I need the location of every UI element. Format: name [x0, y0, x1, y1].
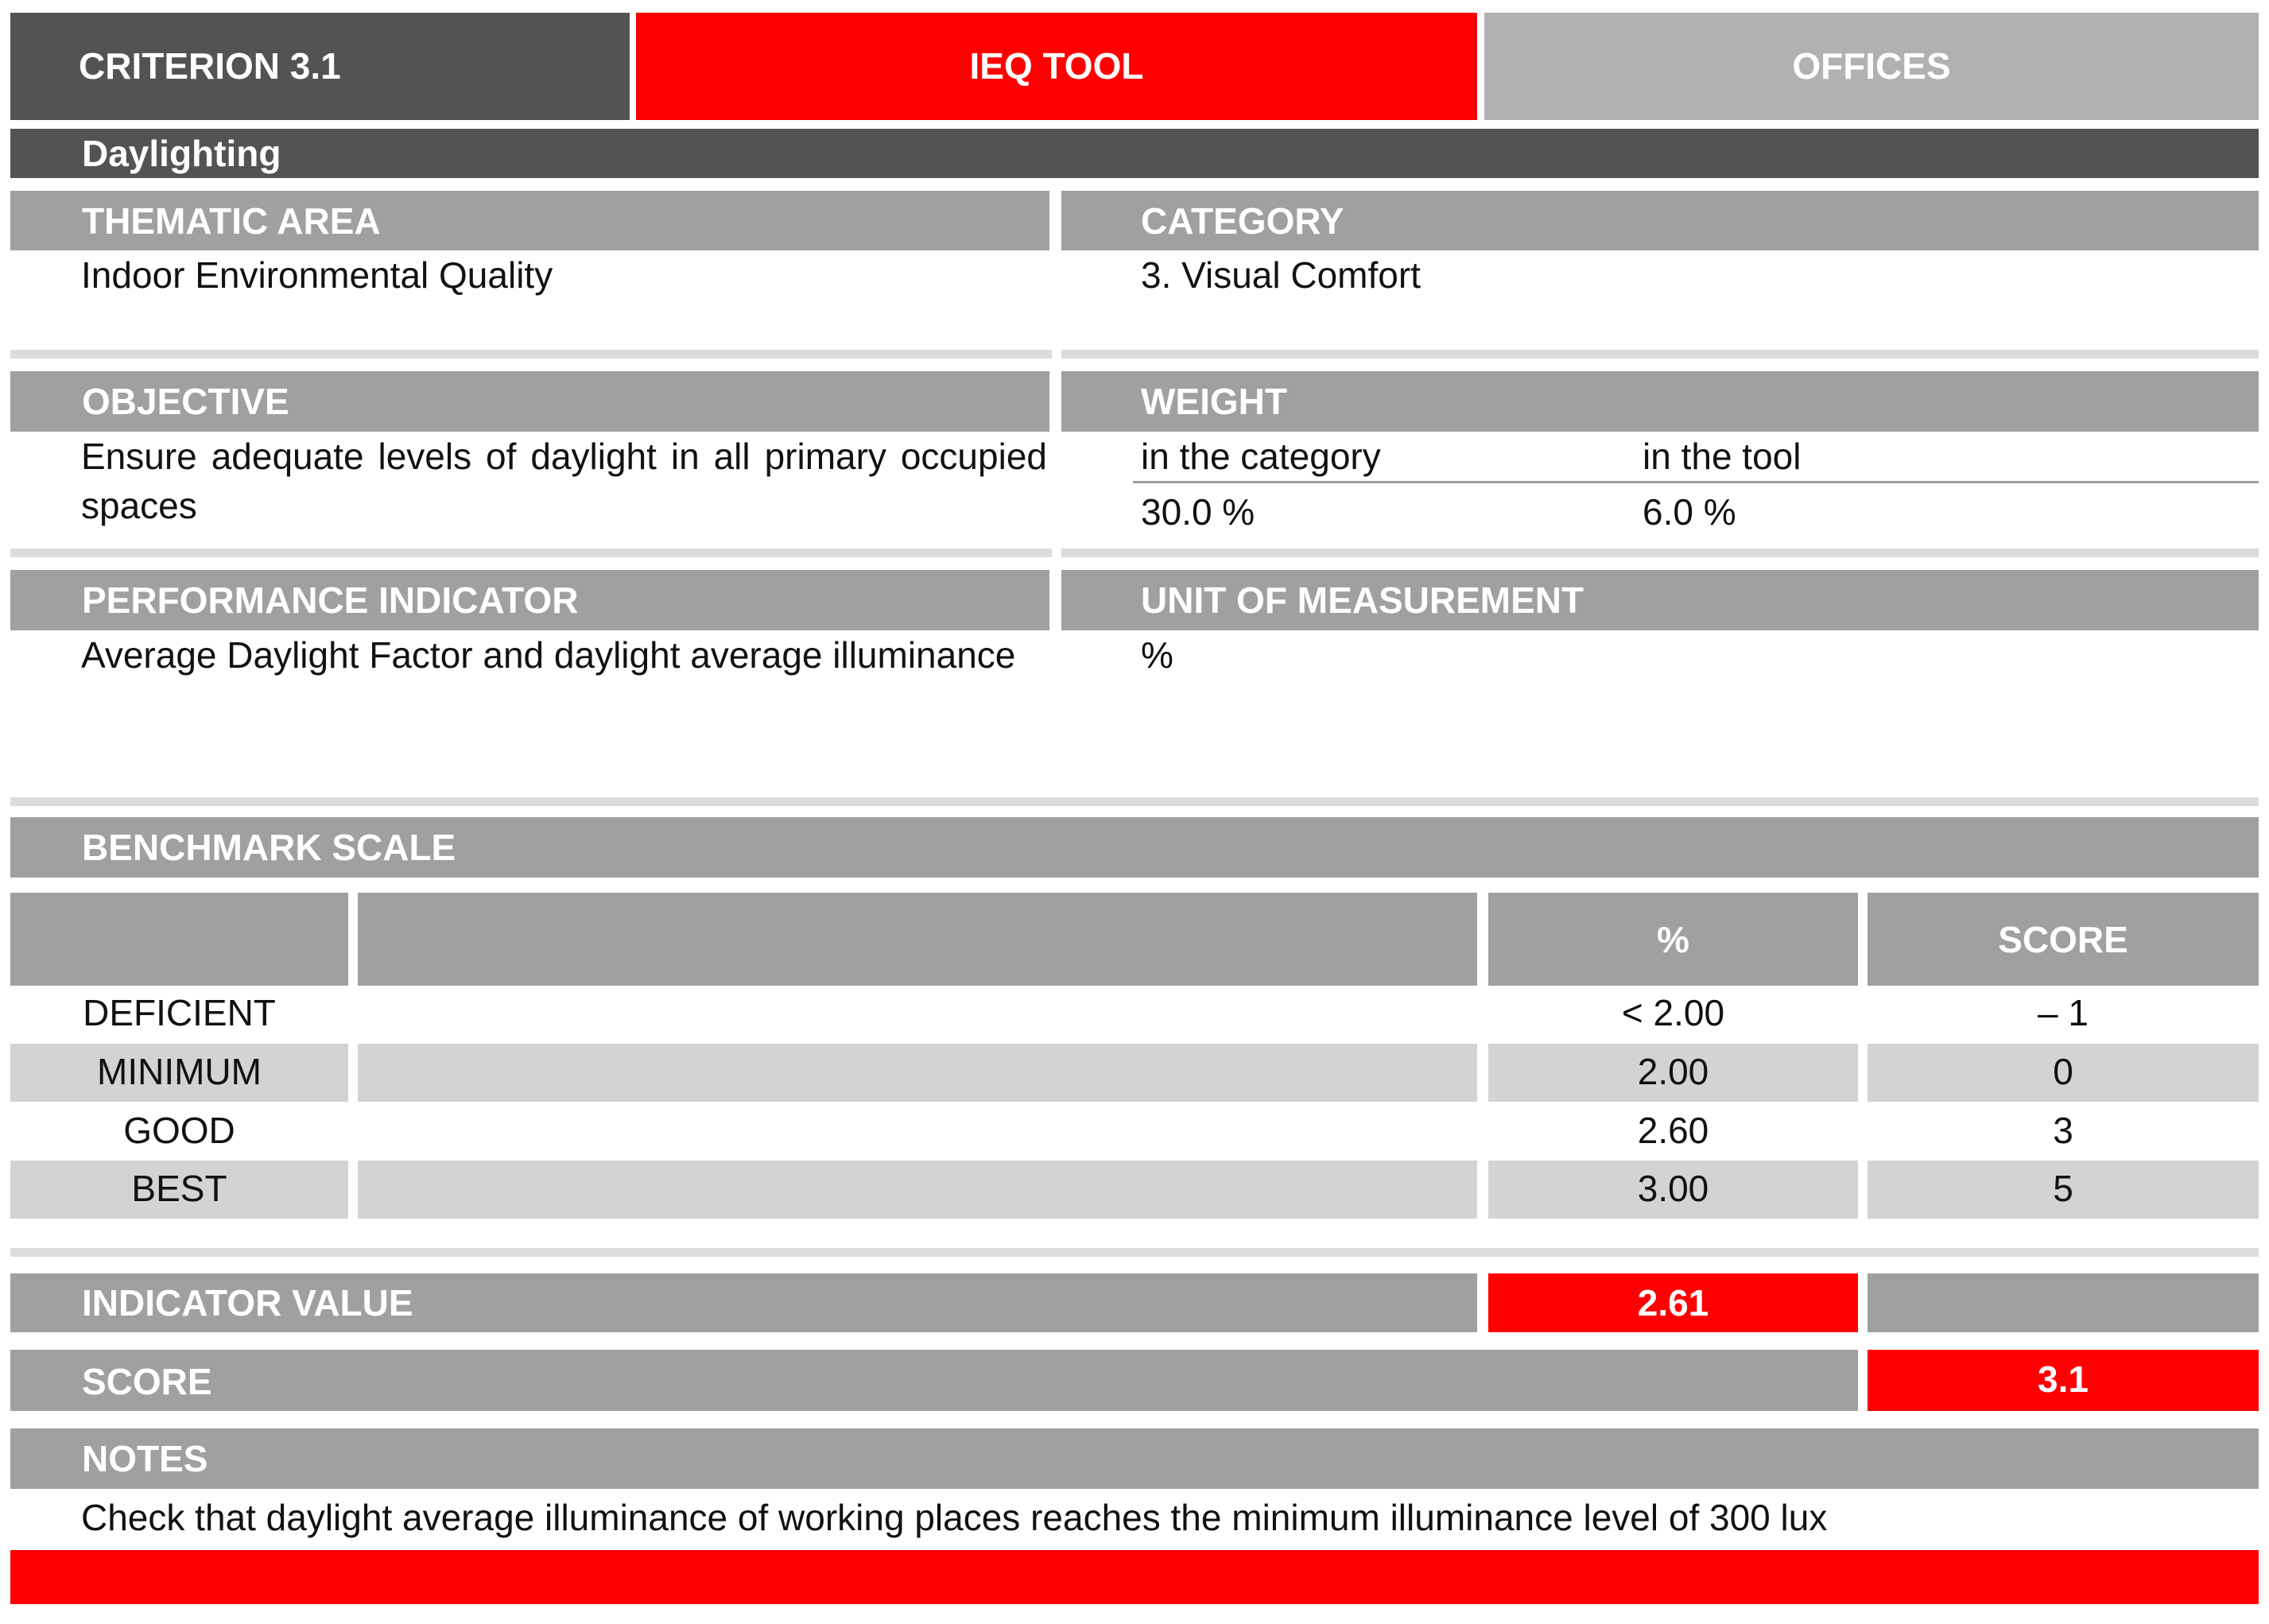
- benchmark-col-description: [358, 893, 1477, 986]
- category-value: 3. Visual Comfort: [1141, 254, 1421, 296]
- objective-header: [10, 371, 1049, 432]
- benchmark-percent: < 2.00: [1621, 992, 1725, 1033]
- divider: [10, 797, 2259, 806]
- benchmark-percent: 2.00: [1637, 1051, 1709, 1092]
- divider: [1061, 350, 2259, 359]
- percent-column-label: %: [1657, 919, 1689, 960]
- row-bg: [358, 1161, 1477, 1219]
- category-label: CATEGORY: [1141, 200, 1344, 242]
- thematic-area-header: [10, 191, 1049, 250]
- indicator-value-spacer: [1868, 1273, 2259, 1332]
- score-column-label: SCORE: [1998, 919, 2128, 960]
- benchmark-col-level: [10, 893, 348, 986]
- weight-tool-value: 6.0 %: [1643, 491, 1736, 533]
- indicator-value: 2.61: [1637, 1282, 1709, 1324]
- performance-indicator-value: Average Daylight Factor and daylight average illuminance: [81, 634, 1016, 676]
- row-bg: [358, 1044, 1477, 1102]
- benchmark-level: GOOD: [123, 1110, 235, 1151]
- objective-value: Ensure adequate levels of daylight in all primary occupied spaces: [81, 436, 1047, 526]
- unit-header: [1061, 570, 2259, 630]
- benchmark-percent: 3.00: [1637, 1168, 1709, 1209]
- divider: [10, 1248, 2259, 1257]
- divider: [1061, 548, 2259, 557]
- benchmark-level: BEST: [131, 1168, 227, 1209]
- thematic-area-label: THEMATIC AREA: [82, 200, 381, 242]
- divider: [10, 350, 1052, 359]
- weight-tool-label: in the tool: [1643, 436, 1802, 477]
- page-title: Daylighting: [82, 133, 281, 174]
- score-label: SCORE: [82, 1361, 212, 1402]
- score-header: [10, 1350, 1858, 1411]
- divider: [10, 548, 1052, 557]
- benchmark-score: 3: [2053, 1110, 2073, 1151]
- criterion-tab: [10, 13, 630, 120]
- performance-indicator-header: [10, 570, 1049, 630]
- benchmark-col-score: [1868, 893, 2259, 986]
- weight-category-label: in the category: [1141, 436, 1381, 477]
- benchmark-level: MINIMUM: [97, 1051, 262, 1092]
- building-type-label: OFFICES: [1792, 45, 1951, 87]
- benchmark-percent: 2.60: [1637, 1110, 1709, 1151]
- notes-value: Check that daylight average illuminance of working places reaches the minimum illuminance level of 300 lux: [81, 1497, 1828, 1538]
- unit-label: UNIT OF MEASUREMENT: [1141, 579, 1584, 621]
- benchmark-level: DEFICIENT: [83, 992, 276, 1033]
- building-type-tab: [1484, 13, 2259, 120]
- tool-label: IEQ TOOL: [969, 45, 1144, 87]
- unit-value: %: [1141, 634, 1173, 676]
- category-header: [1061, 191, 2259, 250]
- thematic-area-value: Indoor Environmental Quality: [81, 254, 553, 296]
- weight-label: WEIGHT: [1141, 381, 1287, 422]
- performance-indicator-label: PERFORMANCE INDICATOR: [82, 579, 579, 621]
- notes-header: [10, 1428, 2259, 1489]
- score-value: 3.1: [2038, 1359, 2089, 1400]
- title-bar: [10, 129, 2259, 178]
- benchmark-col-percent: [1488, 893, 1858, 986]
- tool-tab: [636, 13, 1477, 120]
- footer-accent-bar: [10, 1550, 2259, 1604]
- benchmark-score: 5: [2053, 1168, 2073, 1209]
- indicator-value-header: [10, 1273, 1477, 1332]
- objective-label: OBJECTIVE: [82, 381, 289, 422]
- notes-label: NOTES: [82, 1438, 208, 1479]
- benchmark-label: BENCHMARK SCALE: [82, 827, 456, 868]
- indicator-value-box: [1488, 1273, 1858, 1332]
- benchmark-header: [10, 817, 2259, 878]
- weight-category-value: 30.0 %: [1141, 491, 1255, 533]
- benchmark-score: – 1: [2038, 992, 2089, 1033]
- criterion-label: CRITERION 3.1: [79, 45, 341, 87]
- weight-header: [1061, 371, 2259, 432]
- score-box: [1868, 1350, 2259, 1411]
- benchmark-score: 0: [2053, 1051, 2073, 1092]
- indicator-value-label: INDICATOR VALUE: [82, 1282, 413, 1324]
- weight-divider: [1133, 481, 2259, 483]
